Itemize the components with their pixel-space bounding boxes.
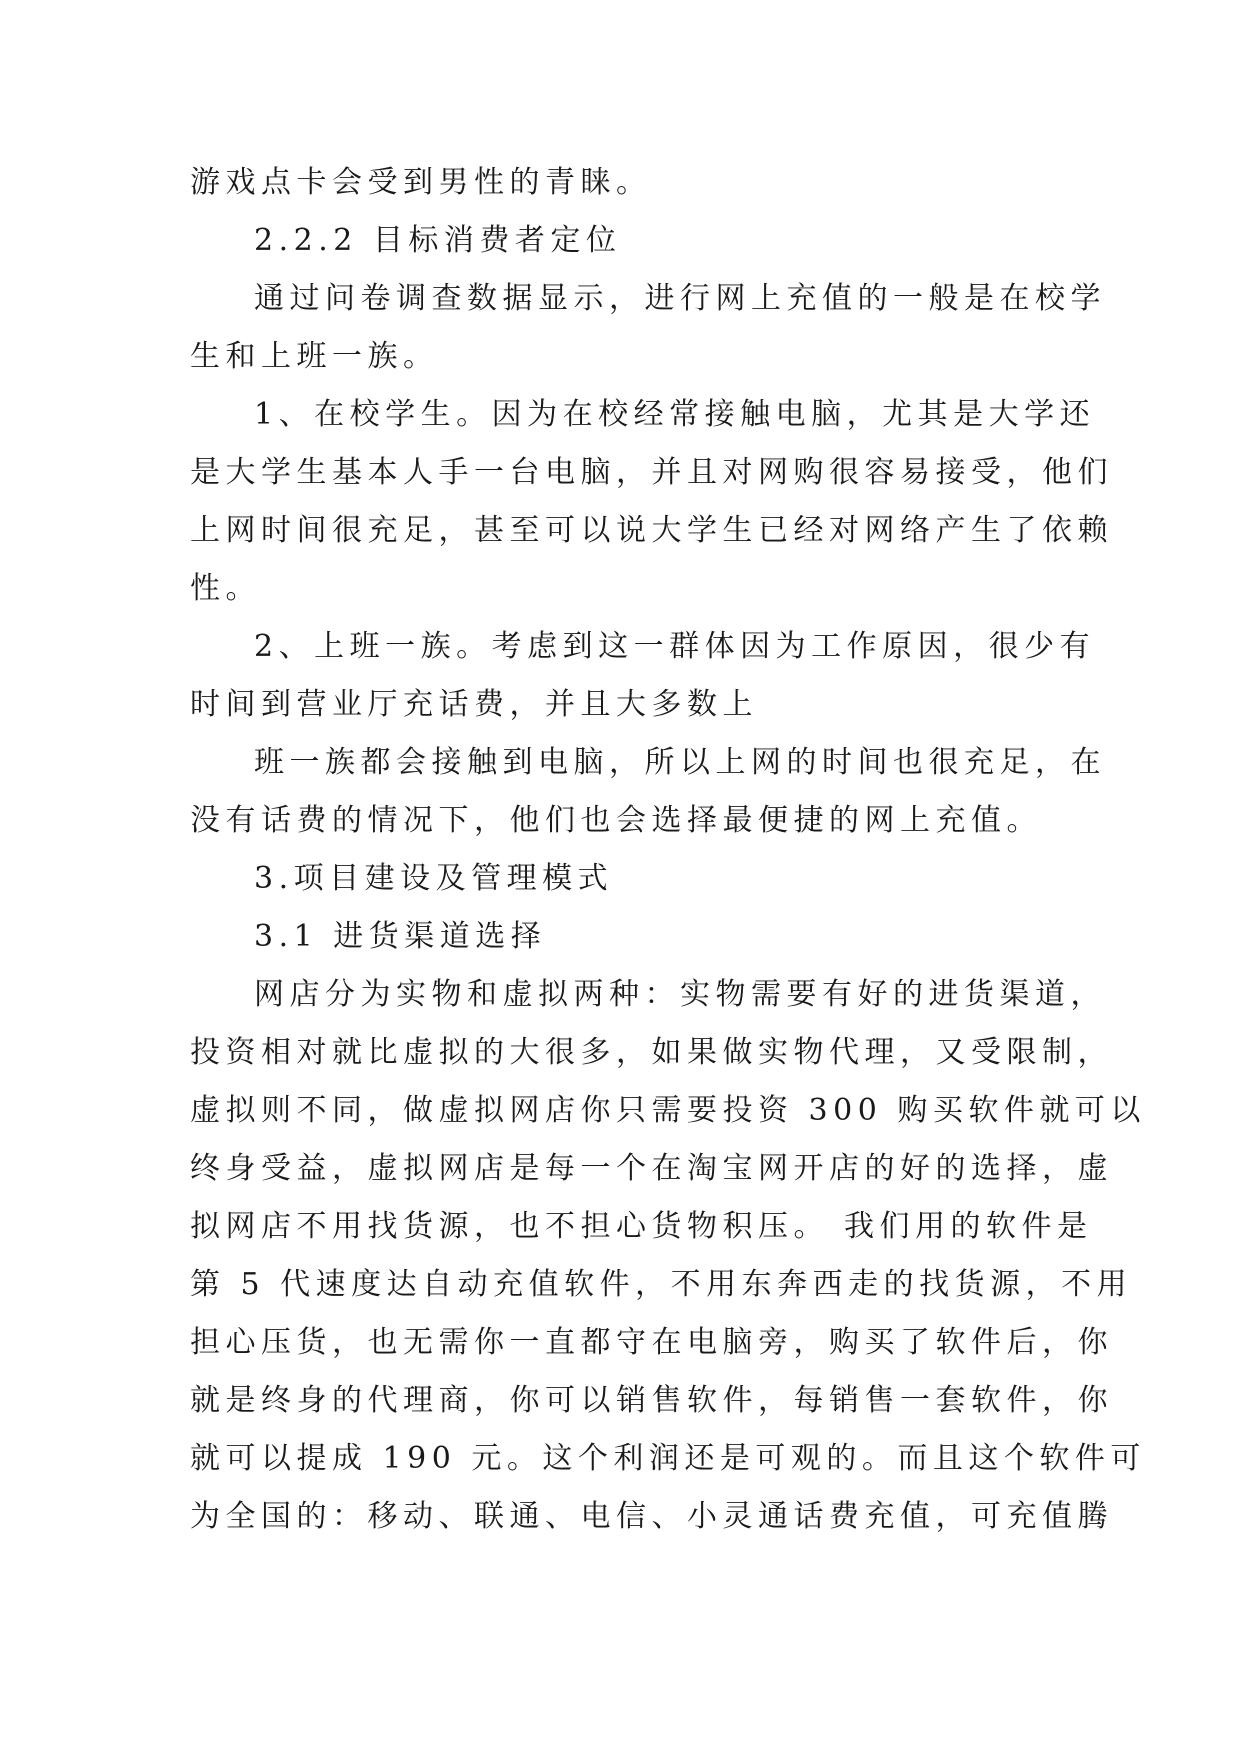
body-text-line: 上网时间很充足，甚至可以说大学生已经对网络产生了依赖: [190, 513, 1113, 548]
body-text-line: 是大学生基本人手一台电脑，并且对网购很容易接受，他们: [190, 455, 1113, 490]
body-text-line: 拟网店不用找货源，也不担心货物积压。 我们用的软件是: [190, 1209, 1093, 1244]
body-text-line: 生和上班一族。: [190, 339, 439, 374]
section-heading-2-2-2: 2.2.2 目标消费者定位: [254, 223, 622, 258]
list-item-2: 2、上班一族。考虑到这一群体因为工作原因，很少有: [254, 629, 1096, 664]
body-text-line: 第 5 代速度达自动充值软件，不用东奔西走的找货源，不用: [190, 1267, 1133, 1302]
body-text-line: 虚拟则不同，做虚拟网店你只需要投资 300 购买软件就可以: [190, 1093, 1146, 1128]
section-heading-3-1: 3.1 进货渠道选择: [254, 919, 547, 954]
body-text-line: 就可以提成 190 元。这个利润还是可观的。而且这个软件可: [190, 1441, 1146, 1476]
body-text-line: 没有话费的情况下，他们也会选择最便捷的网上充值。: [190, 803, 1042, 838]
body-text-line: 游戏点卡会受到男性的青睐。: [190, 165, 652, 200]
body-text-line: 时间到营业厅充话费，并且大多数上: [190, 687, 758, 722]
body-text-line: 终身受益，虚拟网店是每一个在淘宝网开店的好的选择，虚: [190, 1151, 1113, 1186]
body-text-line: 性。: [190, 571, 261, 606]
body-text-line: 为全国的：移动、联通、电信、小灵通话费充值，可充值腾: [190, 1499, 1113, 1534]
body-text-line: 班一族都会接触到电脑，所以上网的时间也很充足，在: [254, 745, 1106, 780]
body-text-line: 通过问卷调查数据显示，进行网上充值的一般是在校学: [254, 281, 1106, 316]
body-text-line: 就是终身的代理商，你可以销售软件，每销售一套软件，你: [190, 1383, 1113, 1418]
list-item-1: 1、在校学生。因为在校经常接触电脑，尤其是大学还: [254, 397, 1096, 432]
body-text-line: 投资相对就比虚拟的大很多，如果做实物代理，又受限制，: [190, 1035, 1113, 1070]
body-text-line: 网店分为实物和虚拟两种：实物需要有好的进货渠道，: [254, 977, 1106, 1012]
body-text-line: 担心压货，也无需你一直都守在电脑旁，购买了软件后，你: [190, 1325, 1113, 1360]
section-heading-3: 3.项目建设及管理模式: [254, 861, 614, 896]
